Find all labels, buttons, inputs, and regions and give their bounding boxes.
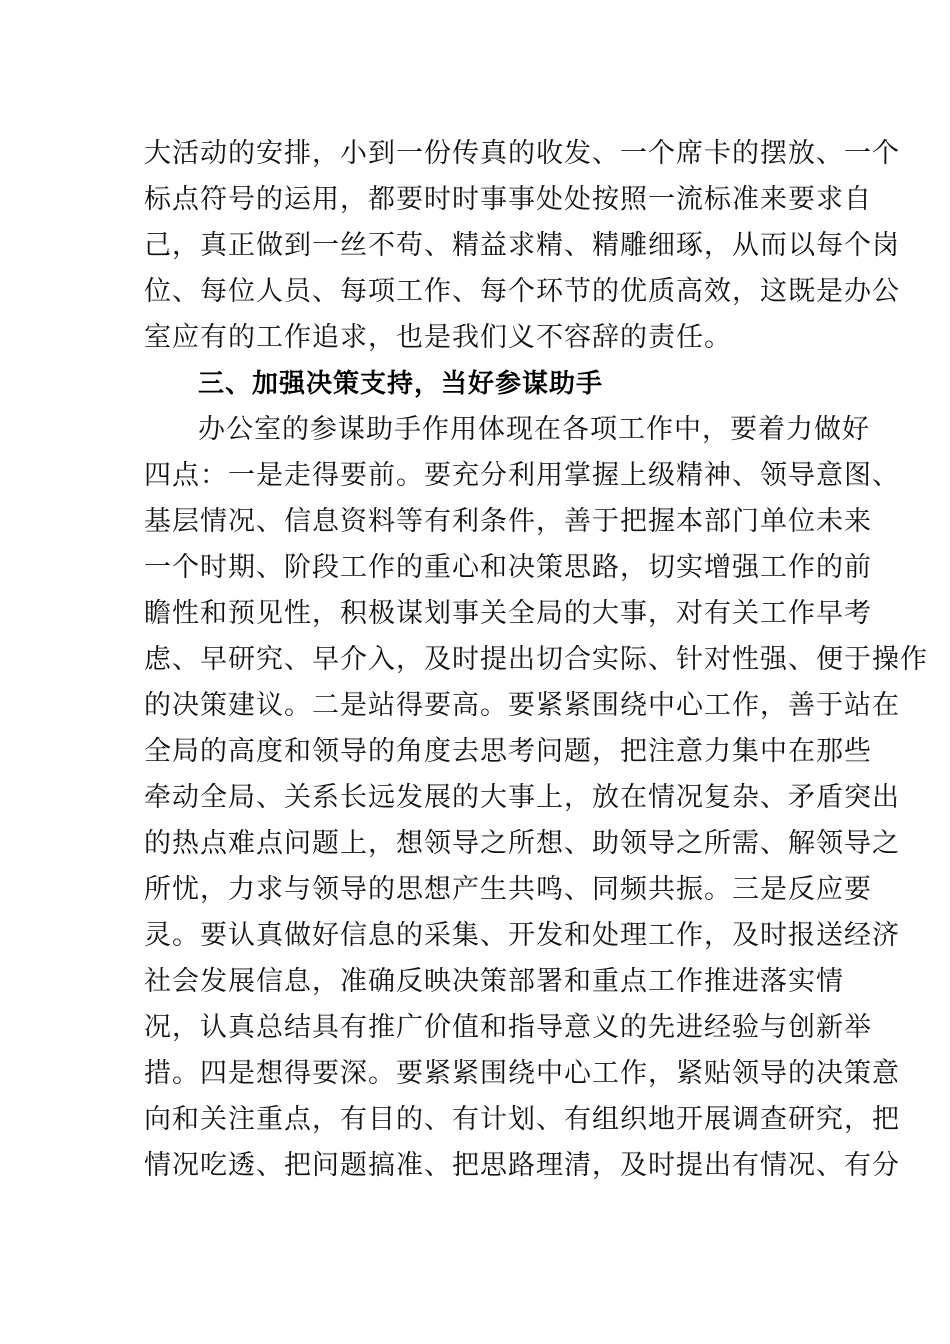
text-line: 四点：一是走得要前。要充分利用掌握上级精神、领导意图、 — [144, 460, 900, 491]
text-line: 虑、早研究、早介入，及时提出切合实际、针对性强、便于操作 — [144, 644, 928, 675]
text-line: 灵。要认真做好信息的采集、开发和处理工作，及时报送经济 — [144, 920, 900, 951]
text-line: 室应有的工作追求，也是我们义不容辞的责任。 — [144, 322, 732, 353]
text-line: 办公室的参谋助手作用体现在各项工作中，要着力做好 — [198, 414, 870, 445]
text-line: 全局的高度和领导的角度去思考问题，把注意力集中在那些 — [144, 736, 872, 767]
text-line: 向和关注重点，有目的、有计划、有组织地开展调查研究，把 — [144, 1104, 900, 1135]
text-line: 一个时期、阶段工作的重心和决策思路，切实增强工作的前 — [144, 552, 872, 583]
section-heading: 三、加强决策支持，当好参谋助手 — [198, 369, 604, 399]
paragraph-decision-support — [144, 407, 928, 1189]
text-line: 社会发展信息，准确反映决策部署和重点工作推进落实情 — [144, 966, 844, 997]
text-line: 位、每位人员、每项工作、每个环节的优质高效，这既是办公 — [144, 276, 900, 307]
text-line: 况，认真总结具有推广价值和指导意义的先进经验与创新举 — [144, 1012, 872, 1043]
text-line: 大活动的安排，小到一份传真的收发、一个席卡的摆放、一个 — [144, 138, 900, 169]
paragraph-workstandard — [144, 131, 900, 361]
text-line: 瞻性和预见性，积极谋划事关全局的大事，对有关工作早考 — [144, 598, 872, 629]
text-line: 己，真正做到一丝不苟、精益求精、精雕细琢，从而以每个岗 — [144, 230, 900, 261]
text-line: 所忧，力求与领导的思想产生共鸣、同频共振。三是反应要 — [144, 874, 872, 905]
text-line: 措。四是想得要深。要紧紧围绕中心工作，紧贴领导的决策意 — [144, 1058, 900, 1089]
text-line: 基层情况、信息资料等有利条件，善于把握本部门单位未来 — [144, 506, 872, 537]
document-body — [144, 131, 928, 1189]
text-line: 的决策建议。二是站得要高。要紧紧围绕中心工作，善于站在 — [144, 690, 900, 721]
text-line: 的热点难点问题上，想领导之所想、助领导之所需、解领导之 — [144, 828, 900, 859]
text-line: 标点符号的运用，都要时时事事处处按照一流标准来要求自 — [144, 184, 872, 215]
text-line: 情况吃透、把问题搞准、把思路理清，及时提出有情况、有分 — [144, 1150, 900, 1181]
text-line: 牵动全局、关系长远发展的大事上，放在情况复杂、矛盾突出 — [144, 782, 900, 813]
